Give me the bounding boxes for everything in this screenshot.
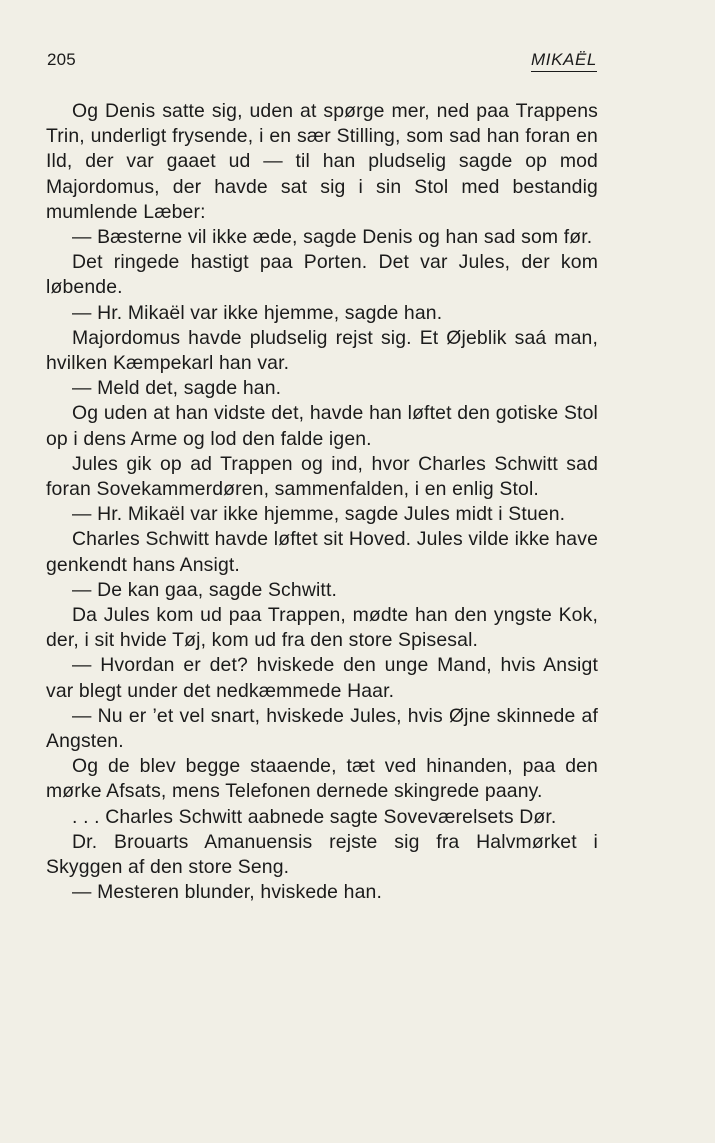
paragraph: Da Jules kom ud paa Trappen, mødte han den yngste Kok, der, i sit hvide Tøj, kom ud fra den store Spisesal. — [46, 604, 598, 652]
paragraph: Jules gik op ad Trappen og ind, hvor Charles Schwitt sad foran Sovekammerdøren, sammenfalden, i en enlig Stol. — [46, 452, 598, 501]
paragraph: Og de blev begge staaende, tæt ved hinanden, paa den mørke Afsats, mens Telefonen dernede skingrede paany. — [46, 755, 598, 803]
paragraph: — Nu er ’et vel snart, hviskede Jules, hvis Øjne skinnede af Angsten. — [46, 704, 598, 753]
paragraph: Dr. Brouarts Amanuensis rejste sig fra Halvmørket i Skyggen af den store Seng. — [46, 830, 598, 879]
paragraph: — Mesteren blunder, hviskede han. — [72, 881, 382, 904]
paragraph: — Hvordan er det? hviskede den unge Mand, hvis Ansigt var blegt under det nedkæmmede Haar. — [46, 654, 598, 702]
paragraph: — Hr. Mikaël var ikke hjemme, sagde han. — [72, 301, 443, 324]
page-number: 205 — [47, 50, 76, 69]
paragraph: Og Denis satte sig, uden at spørge mer, ned paa Trappens Trin, underligt frysende, i en sær Stilling, som sad han foran en Ild, der var gaaet ud — til han pludselig sagde op mod Majordomus, der havde sat sig i sin Stol med bestandig mumlende Læber: — [46, 100, 598, 223]
paragraph: — Hr. Mikaël var ikke hjemme, sagde Jules midt i Stuen. — [72, 503, 566, 526]
paragraph: Det ringede hastigt paa Porten. Det var Jules, der kom løbende. — [46, 251, 598, 299]
paragraph: — Meld det, sagde han. — [72, 377, 282, 400]
paragraph: Charles Schwitt havde løftet sit Hoved. Jules vilde ikke have genkendt hans Ansigt. — [46, 528, 598, 576]
running-title: MIKAËL — [531, 50, 597, 72]
body-text — [46, 99, 598, 906]
paragraph: . . . Charles Schwitt aabnede sagte Soveværelsets Dør. — [72, 805, 557, 828]
paragraph: — Bæsterne vil ikke æde, sagde Denis og han sad som før. — [72, 226, 593, 249]
paragraph: Majordomus havde pludselig rejst sig. Et Øjeblik saá man, hvilken Kæmpekarl han var. — [46, 326, 598, 375]
paragraph: — De kan gaa, sagde Schwitt. — [72, 578, 338, 601]
paragraph: Og uden at han vidste det, havde han løftet den gotiske Stol op i dens Arme og lod den falde igen. — [46, 402, 598, 450]
